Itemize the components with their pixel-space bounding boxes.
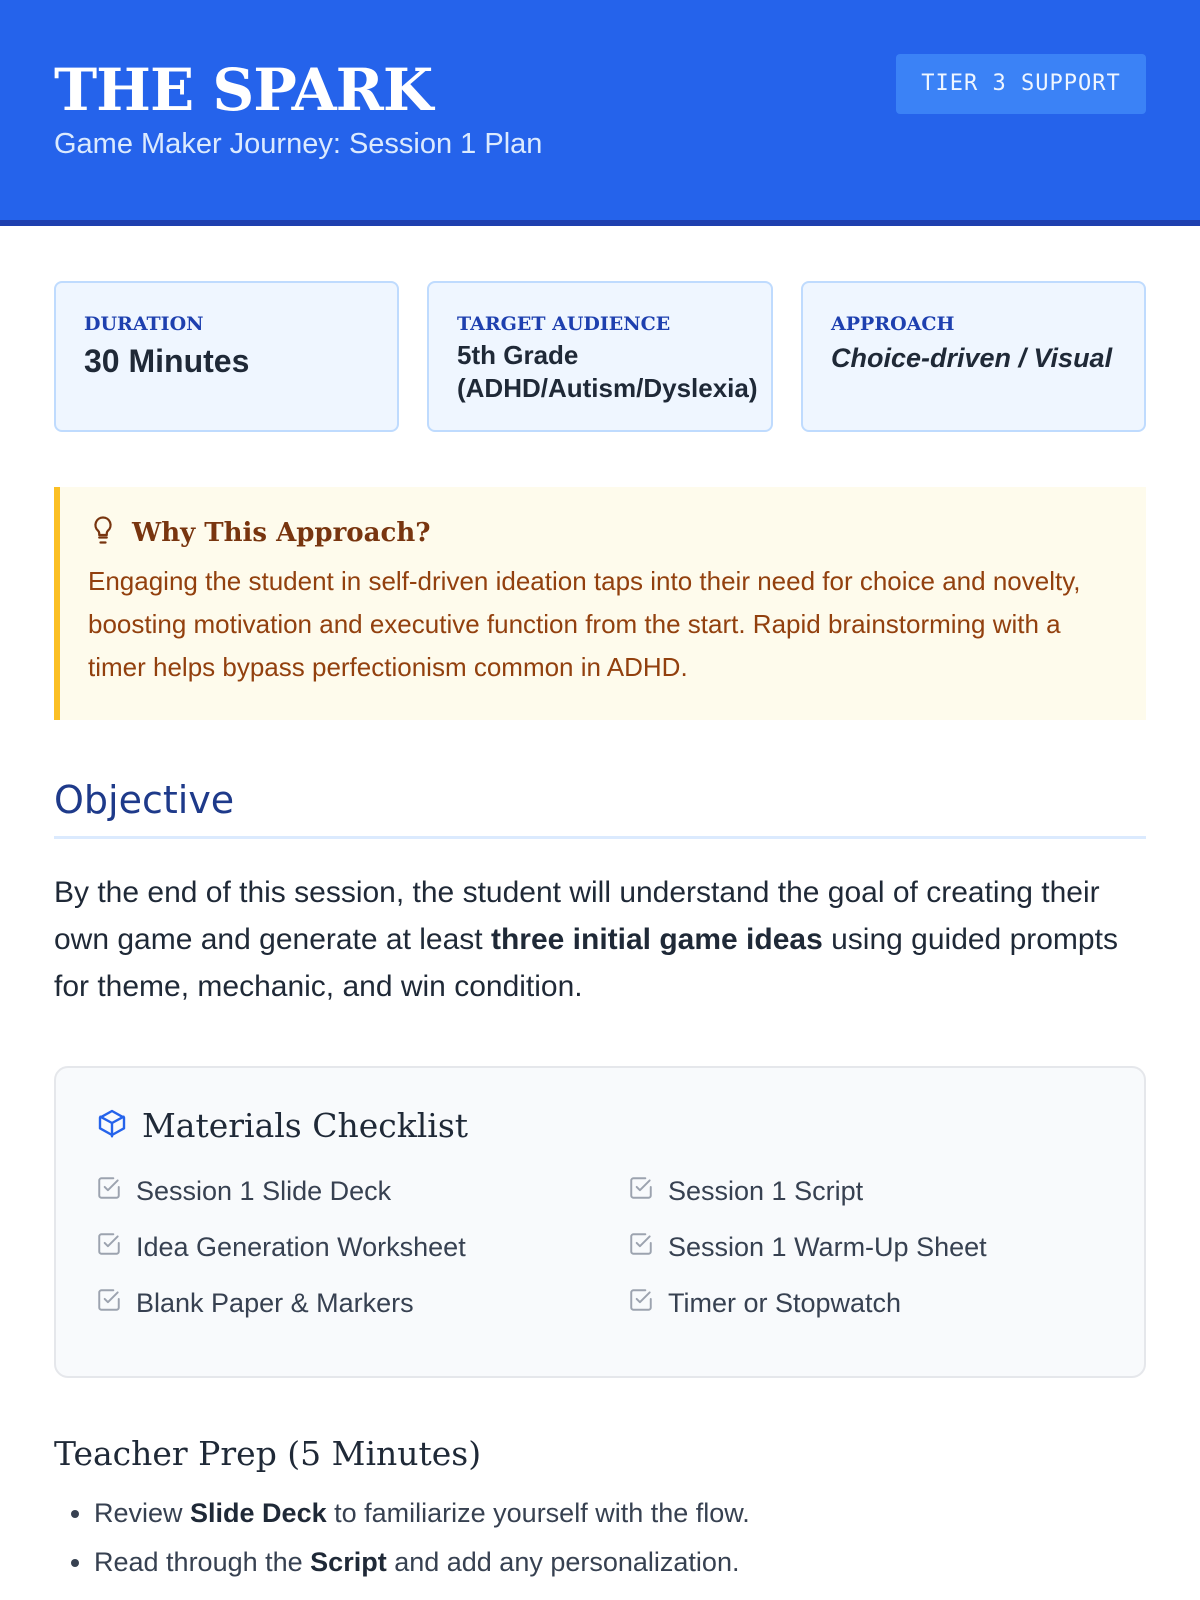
page-header [0,0,1200,226]
materials-item-label: Session 1 Script [668,1175,864,1206]
materials-item-label: Session 1 Warm-Up Sheet [668,1231,987,1262]
prep-item-end: and add any personalization. [386,1547,740,1577]
tier-badge: TIER 3 SUPPORT [896,54,1146,114]
callout-text: Engaging the student in self-driven ideation taps into their need for choice and novelty, boosting motivation and executive function from the start. Rapid brainstorming with a timer helps bypass perfectionism common in ADHD. [88,566,1081,682]
materials-item [628,1173,1088,1209]
objective-heading: Objective [54,778,1146,839]
checkbox-checked-icon [628,1287,654,1320]
duration-value: 30 Minutes [84,343,250,379]
materials-item [96,1173,628,1209]
objective-text [54,869,1146,1010]
objective-text-end: using guided prompts for theme, mechanic, and win condition. [54,923,1118,1003]
page-title: THE SPARK [54,56,433,124]
materials-grid [96,1173,1104,1321]
main-content [0,281,1200,1587]
teacher-prep-list [54,1489,1146,1587]
checkbox-checked-icon [96,1287,122,1320]
materials-item-label: Blank Paper & Markers [136,1287,414,1318]
why-approach-callout [54,487,1146,720]
lightbulb-icon [88,515,118,550]
checkbox-checked-icon [96,1231,122,1264]
prep-item-emphasis: Script [310,1547,387,1577]
callout-title: Why This Approach? [132,517,431,548]
teacher-prep-heading: Teacher Prep (5 Minutes) [54,1434,482,1473]
audience-value: 5th Grade (ADHD/Autism/Dyslexia) [457,340,758,403]
materials-item-label: Idea Generation Worksheet [136,1231,466,1262]
materials-item [96,1229,628,1265]
approach-value: Choice-driven / Visual [831,343,1113,373]
materials-item [96,1285,628,1321]
prep-item-emphasis: Slide Deck [190,1498,327,1528]
materials-item [628,1229,1088,1265]
objective-text-emphasis: three initial game ideas [490,923,823,956]
list-item [94,1538,1146,1587]
approach-label: APPROACH [831,313,955,335]
audience-label: TARGET AUDIENCE [457,313,671,335]
info-card-row [54,281,1146,432]
prep-item-start: Read through the [94,1547,311,1577]
materials-title: Materials Checklist [142,1106,469,1145]
materials-item-label: Timer or Stopwatch [668,1287,902,1318]
duration-card [54,281,399,432]
prep-item-end: to familiarize yourself with the flow. [326,1498,750,1528]
materials-item [628,1285,1088,1321]
materials-item-label: Session 1 Slide Deck [136,1175,392,1206]
page-subtitle: Game Maker Journey: Session 1 Plan [54,128,543,160]
materials-checklist [54,1066,1146,1378]
approach-card [801,281,1146,432]
callout-header [88,515,1106,550]
checkbox-checked-icon [628,1231,654,1264]
duration-label: DURATION [84,313,204,335]
objective-text-start: By the end of this session, the student will understand the goal of creating their own game and generate at least [54,876,1100,956]
checkbox-checked-icon [96,1175,122,1208]
box-icon [96,1107,128,1144]
checkbox-checked-icon [628,1175,654,1208]
audience-card [427,281,773,432]
list-item [94,1489,1146,1538]
materials-header [96,1106,1104,1145]
prep-item-start: Review [94,1498,191,1528]
